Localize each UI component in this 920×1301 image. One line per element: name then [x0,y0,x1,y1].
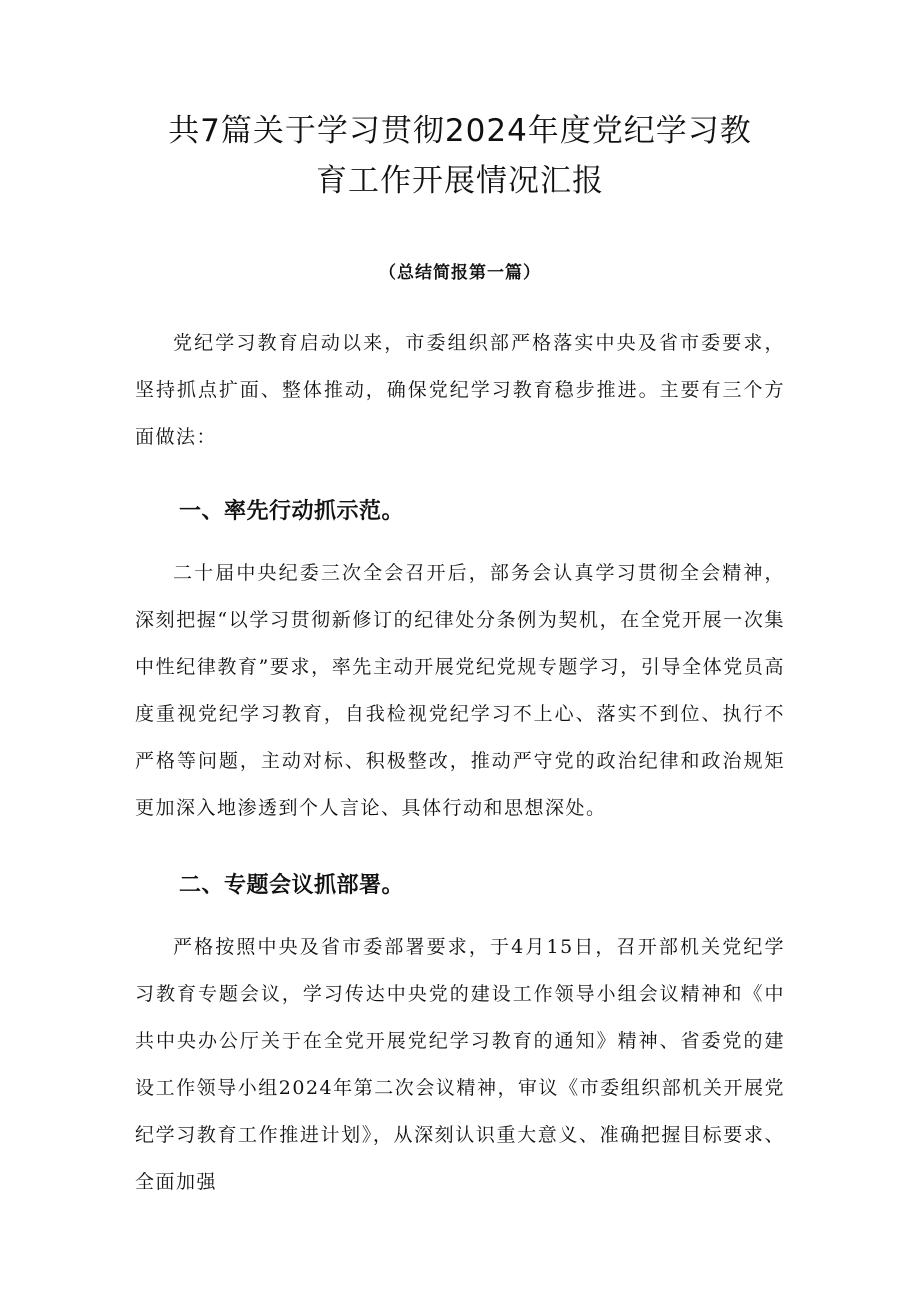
paragraph-intro: 党纪学习教育启动以来，市委组织部严格落实中央及省市委要求，坚持抓点扩面、整体推动，确保党纪学习教育稳步推进。主要有三个方面做法： [135,332,785,448]
document-subtitle: （总结简报第一篇） [379,263,541,283]
paragraph-section-1: 二十届中央纪委三次全会召开后，部务会认真学习贯彻全会精神，深刻把握“以学习贯彻新修订的纪律处分条例为契机，在全党开展一次集中性纪律教育”要求，率先主动开展党纪党规专题学习，引导全体党员高度重视党纪学习教育，自我检视党纪学习不上心、落实不到位、执行不严格等问题，主动对标、积极整改，推动严守党的政治纪律和政治规矩更加深入地渗透到个人言论、具体行动和思想深处。 [135,562,785,819]
paragraph-section-2: 严格按照中央及省市委部署要求，于4月15日，召开部机关党纪学习教育专题会议，学习传达中央党的建设工作领导小组会议精神和《中共中央办公厅关于在全党开展党纪学习教育的通知》精神、省委党的建设工作领导小组2024年第二次会议精神，审议《市委组织部机关开展党纪学习教育工作推进计划》，从深刻认识重大意义、准确把握目标要求、全面加强 [135,936,785,1193]
document-title-line-2: 育工作开展情况汇报 [316,163,604,199]
document-title-line-1: 共7篇关于学习贯彻2024年度党纪学习教 [168,113,752,149]
section-heading-2: 二、专题会议抓部署。 [179,873,405,898]
section-heading-1: 一、率先行动抓示范。 [179,499,405,524]
